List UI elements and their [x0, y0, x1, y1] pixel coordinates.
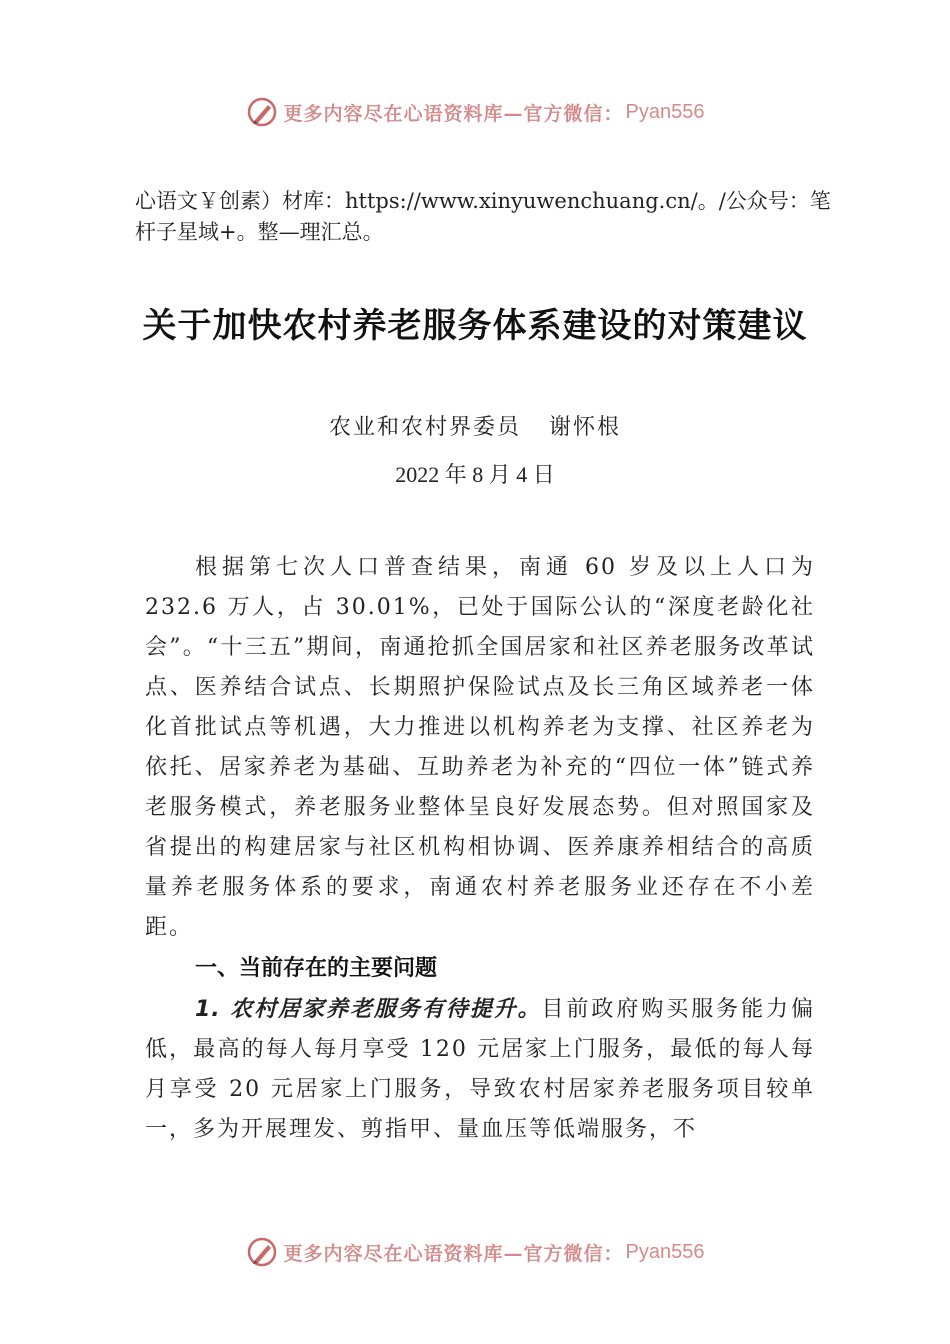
paragraph-2	[145, 990, 815, 1150]
document-date: 2022 年 8 月 4 日	[395, 462, 555, 487]
header-banner	[0, 92, 950, 132]
subsection-lead: 1. 农村居家养老服务有待提升。	[195, 997, 542, 1022]
paragraph-1: 根据第七次人口普查结果，南通 60 岁及以上人口为 232.6 万人，占 30.01%，已处于国际公认的“深度老龄化社会”。“十三五”期间，南通抢抓全国居家和社区养老服务改革试点、医养结合试点、长期照护保险试点及长三角区域养老一体化首批试点等机遇，大力推进以机构养老为支撑、社区养老为依托、居家养老为基础、互助养老为补充的“四位一体”链式养老服务模式，养老服务业整体呈良好发展态势。但对照国家及省提出的构建居家与社区机构相协调、医养康养相结合的高质量养老服务体系的要求，南通农村养老服务业还存在不小差距。	[145, 555, 815, 940]
author-name: 谢怀根	[549, 415, 622, 440]
author-role: 农业和农村界委员	[328, 415, 521, 440]
author-line	[0, 410, 950, 441]
section-heading-1: 一、当前存在的主要问题	[195, 956, 438, 981]
banner-wechat-id: Pyan556	[625, 100, 705, 123]
banner-text: 更多内容尽在心语资料库—官方微信：	[283, 1242, 624, 1265]
pen-logo-icon	[246, 1236, 278, 1268]
pen-logo-icon	[246, 96, 278, 128]
banner-wechat-id: Pyan556	[625, 1240, 705, 1263]
subsection-text: 目前政府购买服务能力偏低，最高的每人每月享受 120 元居家上门服务，最低的每人每月享受 20 元居家上门服务，导致农村居家养老服务项目较单一，多为开展理发、剪指甲、量血压等低端服务，不	[145, 997, 815, 1142]
source-note: 心语文￥创素）材库：https://www.xinyuwenchuang.cn/。/公众号：笔杆子星域+。整—理汇总。	[135, 189, 831, 244]
banner-text: 更多内容尽在心语资料库—官方微信：	[283, 102, 624, 125]
document-title: 关于加快农村养老服务体系建设的对策建议	[142, 306, 808, 346]
footer-banner	[0, 1232, 950, 1272]
